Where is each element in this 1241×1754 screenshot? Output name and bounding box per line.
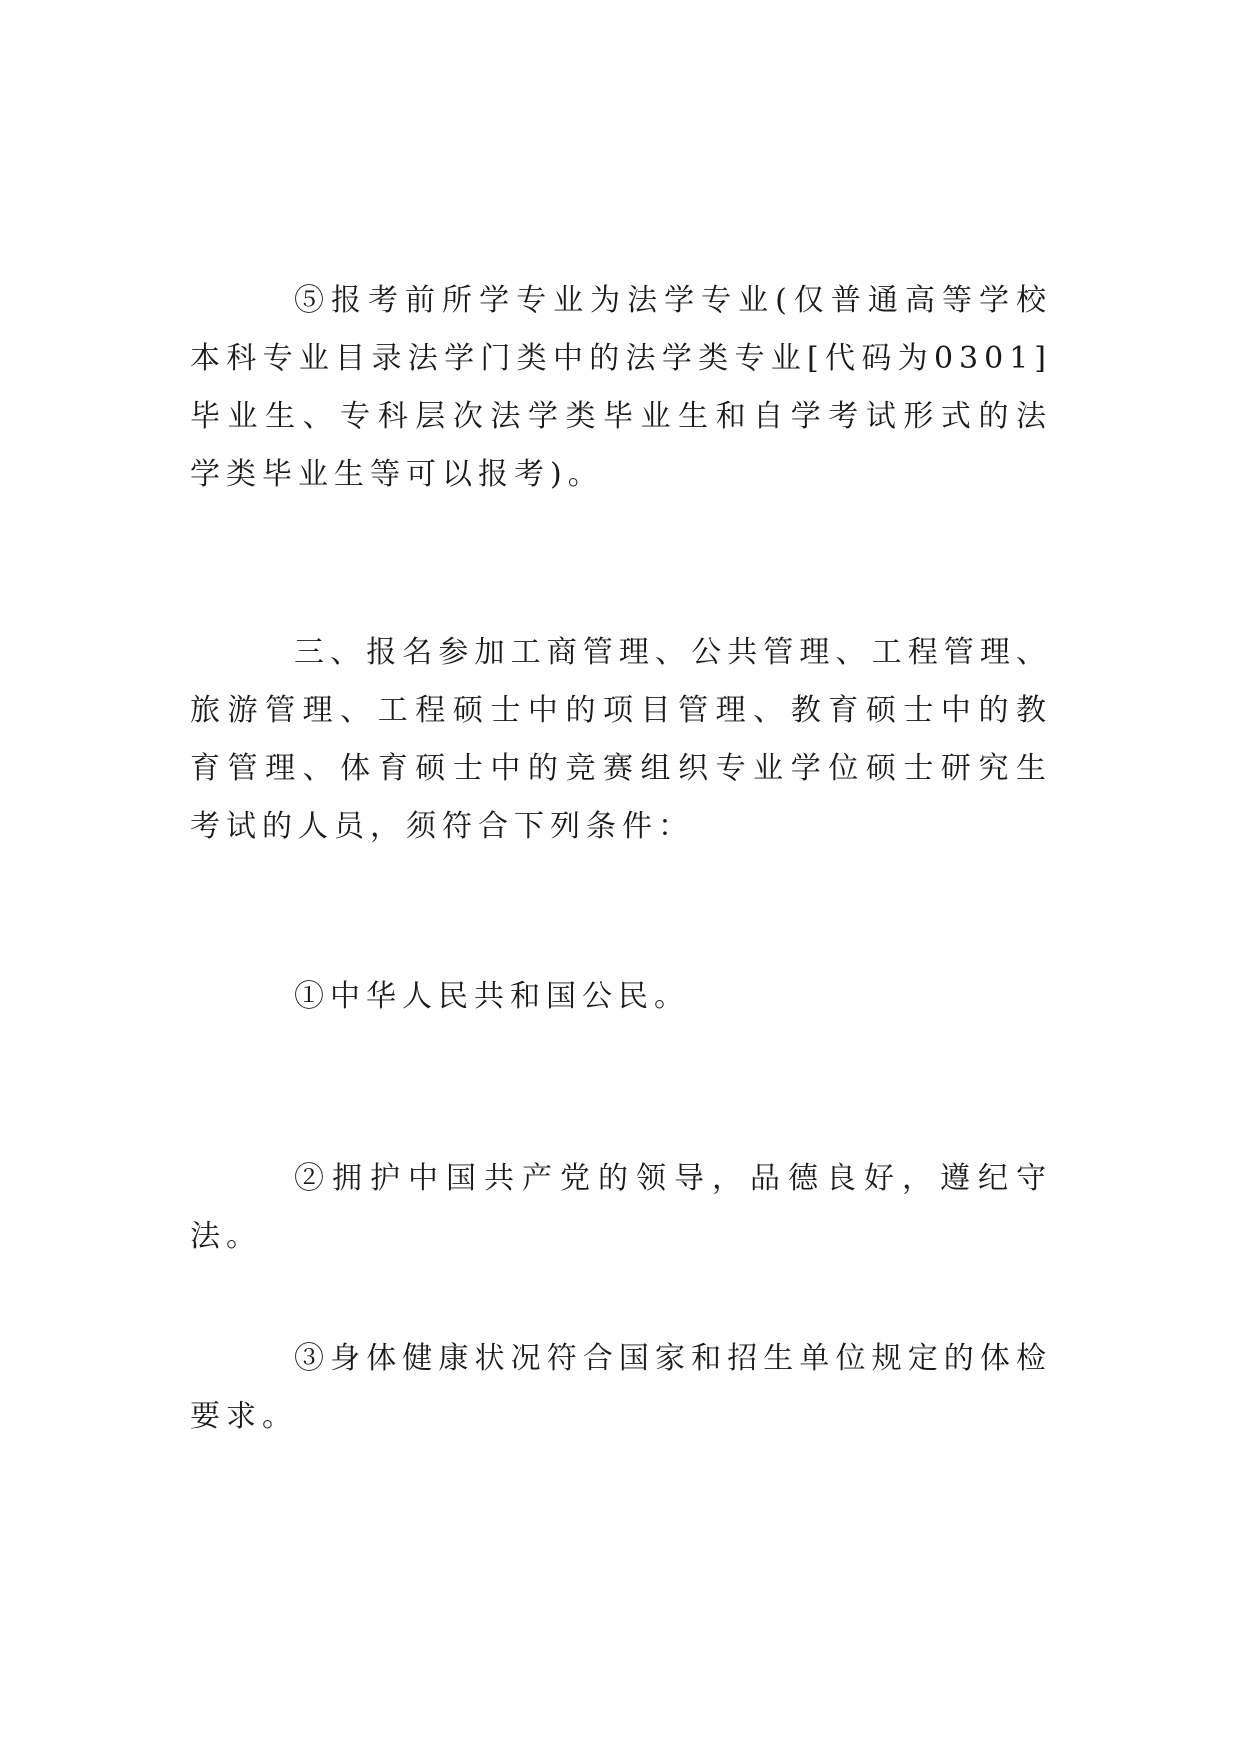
paragraph-conduct: ②拥护中国共产党的领导，品德良好，遵纪守法。 bbox=[190, 1161, 1052, 1254]
paragraph-health: ③身体健康状况符合国家和招生单位规定的体检要求。 bbox=[190, 1341, 1052, 1434]
paragraph-citizenship: ①中华人民共和国公民。 bbox=[294, 979, 690, 1014]
paragraph-law-major-requirement: ⑤报考前所学专业为法学专业(仅普通高等学校本科专业目录法学门类中的法学类专业[代码为0301]毕业生、专科层次法学类毕业生和自学考试形式的法学类毕业生等可以报考)。 bbox=[190, 283, 1052, 492]
paragraph-section-three-heading: 三、报名参加工商管理、公共管理、工程管理、旅游管理、工程硕士中的项目管理、教育硕士中的教育管理、体育硕士中的竞赛组织专业学位硕士研究生考试的人员，须符合下列条件： bbox=[190, 635, 1052, 844]
